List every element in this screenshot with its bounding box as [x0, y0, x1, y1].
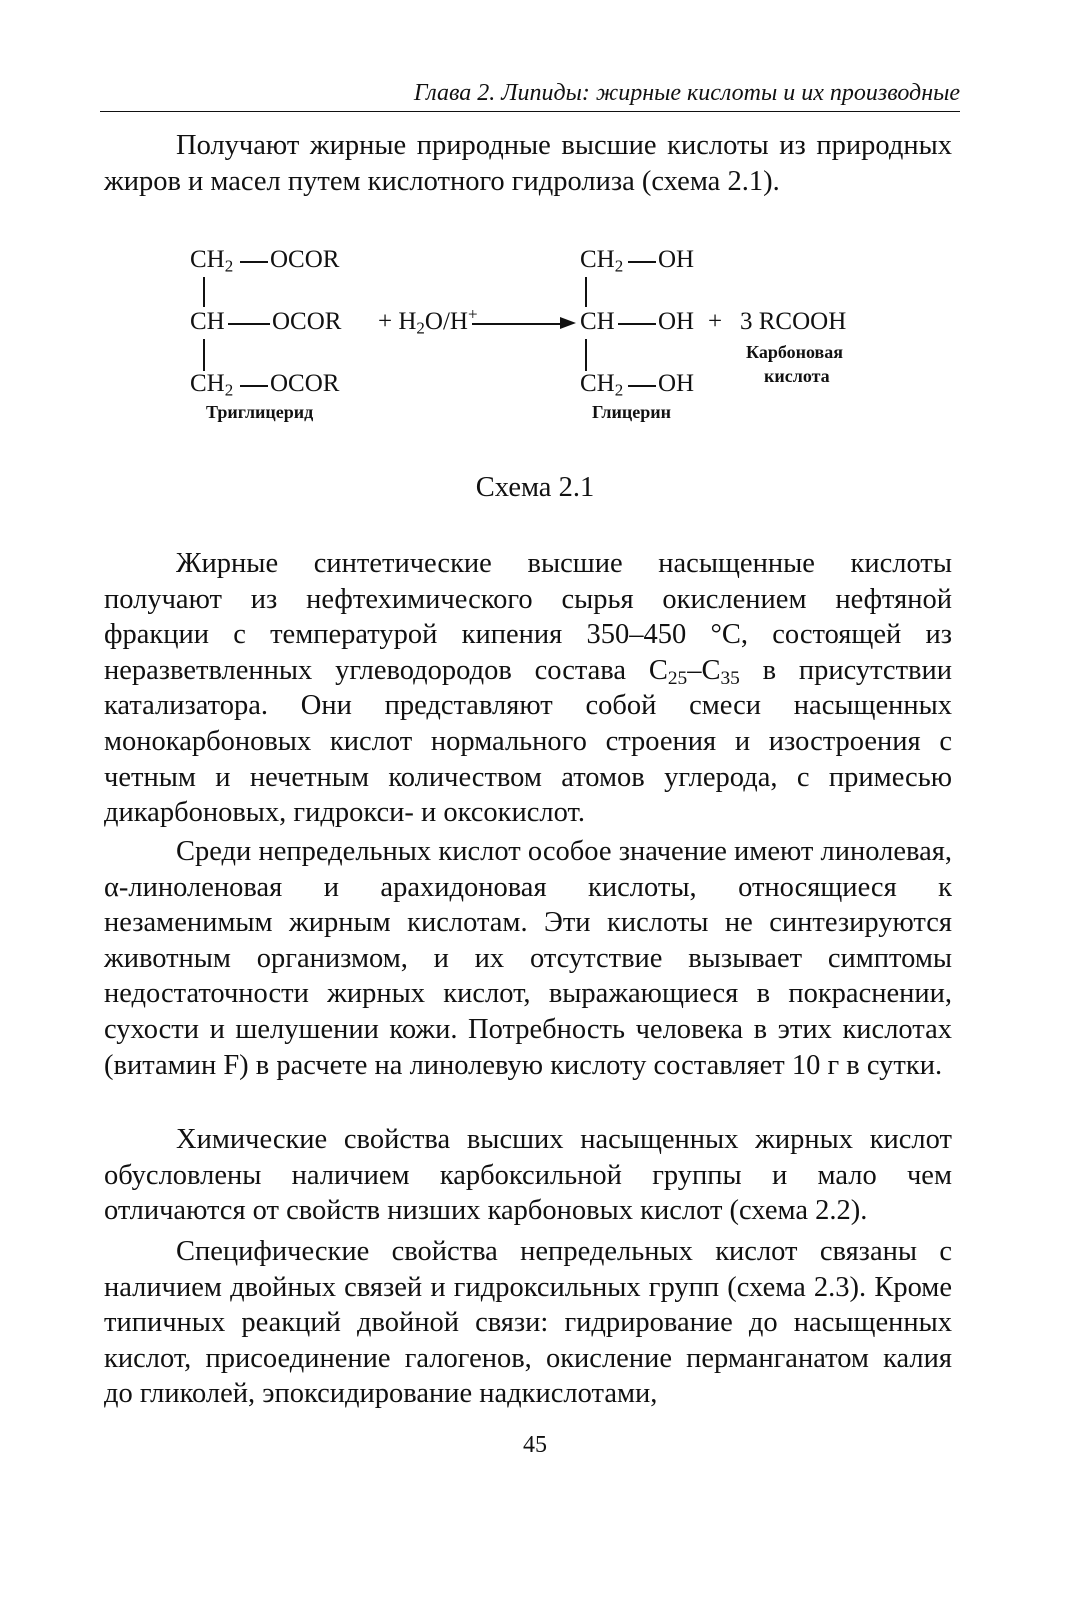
bond-line: [618, 323, 656, 325]
bond-line: [240, 385, 268, 387]
bond-line: [240, 261, 268, 263]
glycerol-oh-mid: OH: [658, 308, 695, 335]
reaction-arrow-line: [472, 323, 562, 325]
triglyceride-ch2-top: $CH_2$: [190, 246, 234, 276]
paragraph-3: Среди непредельных кислот особое значение имеют линолевая, α-линоленовая и арахидоновая кислоты, относящиеся к незаменимым жирным кислотам. Эти кислоты не синтезируются животным организмом, и их отсутствие вызывает симптомы недостаточности жирных кислот, выражающиеся в покраснении, сухости и шелушении кожи. Потребность человека в этих кислотах (витамин F) в расчете на линолевую кислоту составляет 10 г в сутки.: [104, 836, 952, 1081]
glycerol-ch2-top: $CH_2$: [580, 246, 624, 276]
paragraph-5: Специфические свойства непредельных кислот связаны с наличием двойных связей и гидроксильных групп (схема 2.3). Кроме типичных реакций двойной связи: гидрирование до насыщенных кислот, присоединение галогенов, окисление перманганатом калия до гликолей, эпоксидирование надкислотами,: [104, 1236, 952, 1410]
paragraph-1: Получают жирные природные высшие кислоты из природных жиров и масел путем кислотного гидролиза (схема 2.1).: [104, 130, 952, 197]
vertical-bond: [585, 277, 587, 307]
page-number: 45: [523, 1432, 547, 1458]
reaction-arrow-head: [560, 317, 576, 329]
triglyceride-label: Триглицерид: [206, 402, 314, 422]
paragraph-2: Жирные синтетические высшие насыщенные кислоты получают из нефтехимического сырья окислением нефтяной фракции с температурой кипения 350–450 °С, состоящей из неразветвленных углеводородов состава $С_{25}-С_{35}$ в присутствии катализатора. Они представляют собой смеси насыщенных монокарбоновых кислот нормального строения и изостроения с четным и нечетным количеством атомов углерода, с примесью дикарбоновых, гидрокси- и оксокислот.: [104, 548, 952, 829]
glycerol-label: Глицерин: [592, 402, 672, 422]
scheme-caption: Схема 2.1: [475, 472, 595, 503]
bond-line: [628, 261, 656, 263]
triglyceride-ocor-top: OCOR: [270, 246, 340, 273]
acid-label-line2: кислота: [764, 366, 830, 386]
glycerol-oh-top: OH: [658, 246, 695, 273]
vertical-bond: [203, 339, 205, 371]
glycerol-ch-mid: CH: [580, 308, 615, 335]
triglyceride-ocor-mid: OCOR: [272, 308, 342, 335]
glycerol-ch2-bottom: $CH_2$: [580, 370, 624, 400]
triglyceride-ch2-bottom: $CH_2$: [190, 370, 234, 400]
reagent-water-acid: + $H_2O/H^+$: [378, 304, 478, 338]
triglyceride-ocor-bottom: OCOR: [270, 370, 340, 397]
running-head: Глава 2. Липиды: жирные кислоты и их производные: [413, 80, 960, 106]
vertical-bond: [585, 339, 587, 371]
vertical-bond: [203, 277, 205, 307]
bond-line: [228, 323, 270, 325]
header-rule: [100, 111, 960, 112]
acid-label-line1: Карбоновая: [746, 342, 843, 362]
carboxylic-acid: 3 RCOOH: [740, 308, 847, 335]
reaction-scheme: [0, 240, 1070, 440]
plus-sign: +: [708, 308, 723, 335]
glycerol-oh-bottom: OH: [658, 370, 695, 397]
paragraph-4: Химические свойства высших насыщенных жирных кислот обусловлены наличием карбоксильной группы и мало чем отличаются от свойств низших карбоновых кислот (схема 2.2).: [104, 1124, 952, 1227]
bond-line: [628, 385, 656, 387]
triglyceride-ch-mid: CH: [190, 308, 225, 335]
